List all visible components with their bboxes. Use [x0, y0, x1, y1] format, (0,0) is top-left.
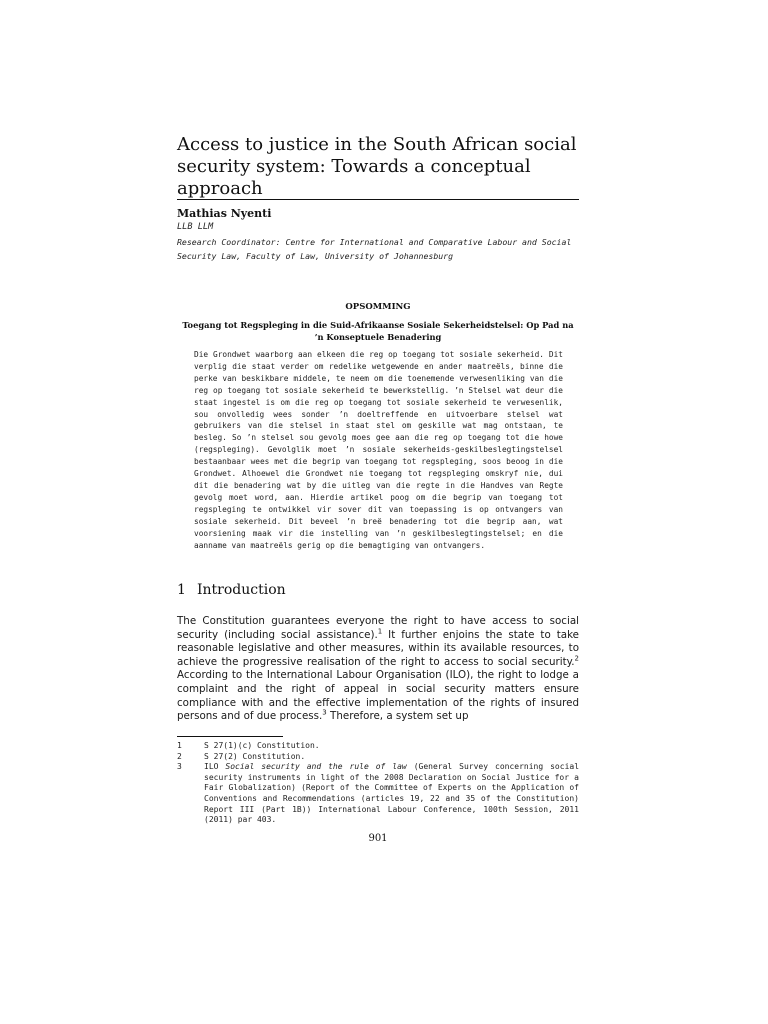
footnote-number: 1: [177, 741, 182, 750]
footnote-ref-3[interactable]: 3: [322, 708, 327, 717]
footnote-ref-2[interactable]: 2: [574, 654, 579, 663]
footnote-suffix: (General Survey concerning social security instruments in light of the 2008 Declaration on Social Justice for a Fair Globalization) (Report of the Committee of Experts on the Application of Conventions and Recommendations (articles 19, 22 and 35 of the Constitution) Report III (Part 1B)) International Labour Conference, 100th Session, 2011 (2011) par 403.: [204, 762, 580, 825]
section-heading: [177, 582, 286, 598]
footnotes: [177, 741, 579, 826]
opsomming-subtitle: Toegang tot Regspleging in die Suid-Afrikaanse Sosiale Sekerheidstelsel: Op Pad na ’n Konseptuele Benadering: [182, 320, 574, 342]
page-number: 901: [368, 833, 388, 844]
article-title: Access to justice in the South African social security system: Towards a conceptual approach: [177, 134, 577, 199]
footnote-ref-1[interactable]: 1: [377, 627, 383, 636]
body-text-part-2: It further enjoins the state to take reasonable legislative and other measures, within its available resources, to achieve the progressive realisation of the right to access to social security.: [177, 628, 579, 668]
body-text-part-1: The Constitution guarantees everyone the right to have access to social security (including social assistance).: [177, 615, 579, 641]
footnote-text: S 27(2) Constitution.: [204, 751, 306, 761]
footnote: [177, 762, 579, 826]
footnote-number: 2: [177, 751, 182, 761]
footnote-number: 3: [177, 762, 182, 772]
introduction-paragraph: [177, 615, 579, 724]
footnote-divider: [177, 736, 283, 737]
footnote-text: S 27(1)(c) Constitution.: [204, 741, 320, 750]
footnote-text: [204, 762, 579, 826]
author-affiliation: Research Coordinator: Centre for International and Comparative Labour and Social Security Law, Faculty of Law, University of Johannesburg: [177, 237, 572, 261]
body-text-part-4: Therefore, a system set up: [326, 710, 469, 723]
section-number: 1: [177, 582, 186, 598]
opsomming-text: Die Grondwet waarborg aan elkeen die reg op toegang tot sosiale sekerheid. Dit verplig die staat verder om redelike wetgewende en ander maatreëls, binne die perke van beskikbare middele, te neem om die toenemende verwesenliking van die reg op toegang tot sosiale sekerheid te bewerkstellig. ’n Stelsel wat deur die staat ingestel is om die reg op toegang tot sosiale sekerheid te verwesenlik, sou onvolledig wees sonder ’n doeltreffende en uitvoerbare stelsel wat gebruikers van die stelsel in staat stel om geskille wat mag ontstaan, te besleg. So ’n stelsel sou gevolg moes gee aan die reg op toegang tot die howe (regspleging). Gevolglik moet ’n sosiale sekerheids-geskilbeslegtingstelsel bestaanbaar wees met die begrip van toegang tot regspleging, soos beoog in die Grondwet. Alhoewel die Grondwet nie toegang tot regspleging omskryf nie, dui dit die benadering wat by die uitleg van die regte in die Handves van Regte gevolg moet word, aan. Hierdie artikel poog om die begrip van toegang tot regspleging te ontwikkel vir sover dit van toepassing is op ontvangers van sosiale sekerheid. Dit beveel ’n breë benadering tot die begrip aan, wat voorsiening maak vir die instelling van ’n geskilbeslegtingstelsel; en die aanname van maatreëls gerig op die bemagtiging van ontvangers.: [194, 350, 563, 550]
section-title: Introduction: [197, 582, 286, 598]
body-text-part-3: According to the International Labour Organisation (ILO), the right to lodge a complaint and the right of appeal in social security matters ensure compliance with and the effective implementation of the rights of insured persons and of due process.: [177, 669, 579, 723]
title-divider: [177, 199, 579, 200]
footnote-italic-title: Social security and the rule of law: [225, 762, 407, 772]
opsomming-heading: OPSOMMING: [345, 302, 411, 312]
author-name: Mathias Nyenti: [177, 207, 272, 220]
footnote-prefix: ILO: [204, 762, 226, 772]
footnote: [177, 752, 579, 763]
footnote: [177, 741, 579, 752]
author-degree: LLB LLM: [177, 222, 214, 232]
